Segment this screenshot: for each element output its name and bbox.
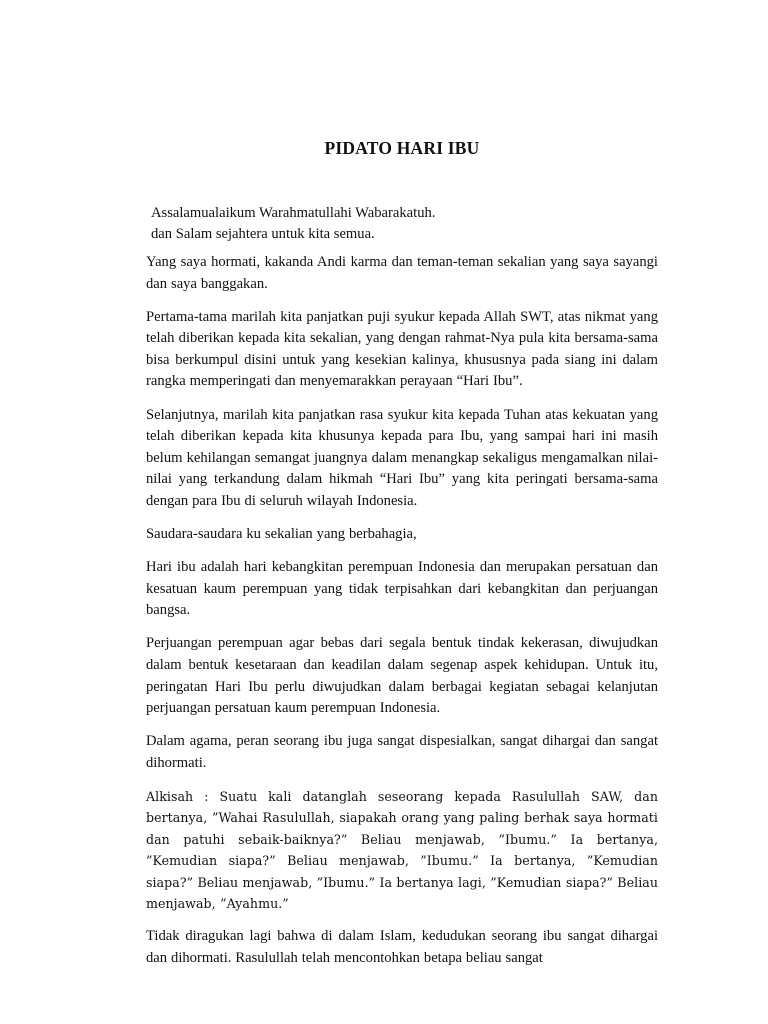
document-title: PIDATO HARI IBU: [324, 138, 480, 158]
paragraph-women-struggle: Perjuangan perempuan agar bebas dari segala bentuk tindak kekerasan, diwujudkan dalam bentuk kesetaraan dan keadilan dalam segenap aspek kehidupan. Untuk itu, peringatan Hari Ibu perlu diwujudkan dalam berbagai kegiatan sebagai kelanjutan perjuangan persatuan kaum perempuan Indonesia.: [146, 635, 658, 717]
speech-body: [146, 252, 658, 969]
paragraph-hadith-story: Alkisah : Suatu kali datanglah seseorang kepada Rasulullah SAW, dan bertanya, ”Wahai Rasulullah, siapakah orang yang paling berhak saya hormati dan patuhi sebaik-baiknya?” Beliau menjawab, ”Ibumu.” Ia bertanya, ”Kemudian siapa?” Beliau menjawab, ”Ibumu.” Ia bertanya, ”Kemudian siapa?” Beliau menjawab, ”Ibumu.” Ia bertanya lagi, ”Kemudian siapa?” Beliau menjawab, ”Ayahmu.”: [146, 788, 658, 911]
greeting-line: dan Salam sejahtera untuk kita semua.: [151, 225, 375, 242]
paragraph-gratitude-allah: Pertama-tama marilah kita panjatkan puji syukur kepada Allah SWT, atas nikmat yang telah diberikan kepada kita sekalian, yang dengan rahmat-Nya pula kita bersama-sama bisa berkumpul disini untuk yang kesekian kalinya, khususnya pada siang ini dalam rangka memperingati dan menyemarakkan perayaan “Hari Ibu”.: [146, 308, 658, 390]
paragraph-audience-address: Saudara-saudara ku sekalian yang berbahagia,: [146, 526, 417, 543]
greeting-line: Assalamualaikum Warahmatullahi Wabarakatuh.: [151, 205, 436, 221]
greeting-block: [151, 203, 658, 244]
paragraph-islam-honor: Tidak diragukan lagi bahwa di dalam Islam, kedudukan seorang ibu sangat dihargai dan dihormati. Rasulullah telah mencontohkan betapa beliau sangat: [146, 927, 658, 966]
paragraph-mothers-day-meaning: Hari ibu adalah hari kebangkitan perempuan Indonesia dan merupakan persatuan dan kesatuan kaum perempuan yang tidak terpisahkan dari kebangkitan dan perjuangan bangsa.: [146, 559, 658, 619]
paragraph-address: Yang saya hormati, kakanda Andi karma dan teman-teman sekalian yang saya sayangi dan saya banggakan.: [146, 254, 658, 292]
paragraph-gratitude-mothers: Selanjutnya, marilah kita panjatkan rasa syukur kita kepada Tuhan atas kekuatan yang telah diberikan kepada kita khusunya kepada para Ibu, yang sampai hari ini masih belum kehilangan semangat juangnya dalam menangkap sekaligus mengamalkan nilai-nilai yang terkandung dalam hikmah “Hari Ibu” yang kita peringati bersama-sama dengan para Ibu di seluruh wilayah Indonesia.: [146, 406, 658, 509]
paragraph-religion: Dalam agama, peran seorang ibu juga sangat dispesialkan, sangat dihargai dan sangat dihormati.: [146, 733, 658, 771]
